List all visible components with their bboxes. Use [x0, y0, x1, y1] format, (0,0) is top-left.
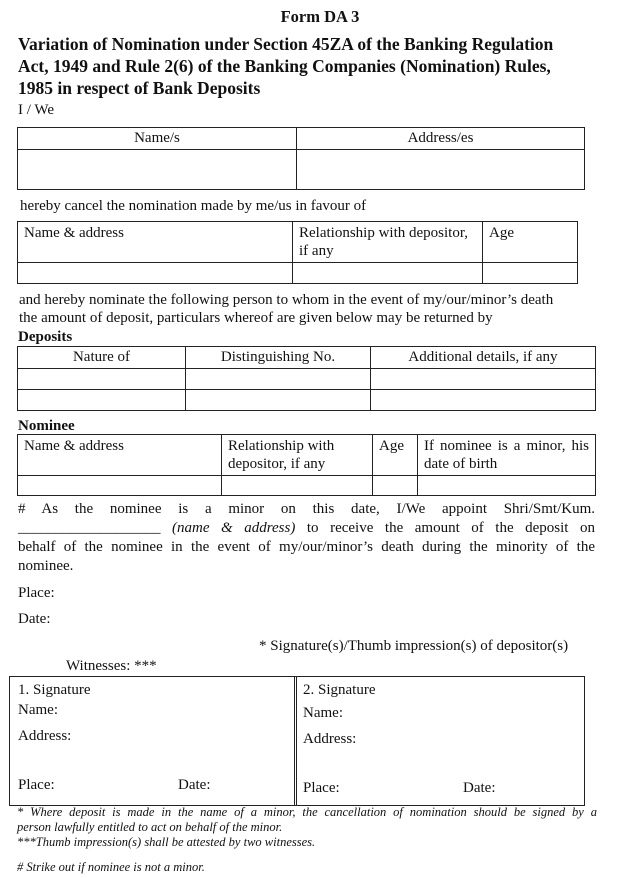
- cancel-nomination-table: [17, 221, 578, 284]
- minor-line: nominee.: [18, 558, 74, 574]
- witness-signature-label: 2. Signature: [303, 682, 376, 698]
- place-label: Place:: [18, 585, 55, 601]
- witness-place-label: Place:: [18, 777, 55, 793]
- nominee-label: Nominee: [18, 418, 75, 434]
- table-header: Distinguishing No.: [186, 347, 371, 369]
- table-header: Relationship with depositor, if any: [222, 435, 373, 476]
- name-address-hint: (name & address): [172, 520, 296, 536]
- i-we-label: I / We: [18, 102, 55, 118]
- table-header: If nominee is a minor, his date of birth: [418, 435, 596, 476]
- deposit-nature-field[interactable]: [18, 369, 186, 390]
- nominee-relationship-field[interactable]: [222, 476, 373, 496]
- witness-date-label: Date:: [463, 780, 496, 796]
- deposit-details-field[interactable]: [371, 369, 596, 390]
- nominate-text-line: and hereby nominate the following person to whom in the event of my/our/minor’s death: [19, 292, 554, 308]
- minor-line-rest: to receive the amount of the deposit on: [295, 520, 596, 536]
- minor-line: [18, 519, 595, 538]
- cancel-name-field[interactable]: [18, 263, 293, 284]
- witnesses-label: Witnesses: ***: [66, 658, 157, 674]
- table-header: Nature of: [18, 347, 186, 369]
- deposits-label: Deposits: [18, 329, 73, 345]
- table-header: Address/es: [297, 128, 585, 150]
- table-header: Name & address: [18, 435, 222, 476]
- date-label: Date:: [18, 611, 51, 627]
- deposit-details-field[interactable]: [371, 390, 596, 411]
- table-header: Additional details, if any: [371, 347, 596, 369]
- witness-place-label: Place:: [303, 780, 340, 796]
- form-heading: [18, 33, 553, 99]
- deposit-number-field[interactable]: [186, 369, 371, 390]
- address-field[interactable]: [297, 150, 585, 190]
- witness-address-label: Address:: [18, 728, 72, 744]
- depositor-signature-label: * Signature(s)/Thumb impression(s) of depositor(s): [259, 638, 569, 654]
- cancel-text: hereby cancel the nomination made by me/us in favour of: [20, 198, 367, 214]
- footnote: person lawfully entitled to act on behalf of the minor.: [17, 820, 283, 834]
- witness-name-label: Name:: [18, 702, 58, 718]
- deposits-table: [17, 346, 596, 411]
- minor-appointment-paragraph: [18, 500, 595, 576]
- table-header: Age: [373, 435, 418, 476]
- witness-name-label: Name:: [303, 705, 343, 721]
- nominate-text-line: the amount of deposit, particulars whereof are given below may be returned by: [19, 310, 493, 326]
- witness-2-box[interactable]: [294, 676, 585, 806]
- deposit-number-field[interactable]: [186, 390, 371, 411]
- witness-address-label: Address:: [303, 731, 357, 747]
- footnote: # Strike out if nominee is not a minor.: [17, 860, 205, 874]
- cancel-age-field[interactable]: [483, 263, 578, 284]
- table-header: Name & address: [18, 222, 293, 263]
- footnote: * Where deposit is made in the name of a minor, the cancellation of nomination should be signed by a: [17, 805, 597, 819]
- witness-signature-label: 1. Signature: [18, 682, 91, 698]
- table-header: Relationship with depositor, if any: [293, 222, 483, 263]
- nominee-dob-field[interactable]: [418, 476, 596, 496]
- form-title: Form DA 3: [280, 7, 360, 26]
- heading-line: 1985 in respect of Bank Deposits: [18, 78, 261, 98]
- witness-1-box[interactable]: [9, 676, 297, 806]
- footnote: ***Thumb impression(s) shall be attested by two witnesses.: [17, 835, 316, 849]
- depositor-table: [17, 127, 585, 190]
- appointee-blank[interactable]: ___________________: [18, 520, 161, 536]
- table-header: Name/s: [18, 128, 297, 150]
- nominee-age-field[interactable]: [373, 476, 418, 496]
- nominate-text: [19, 291, 553, 327]
- deposit-nature-field[interactable]: [18, 390, 186, 411]
- nominee-name-field[interactable]: [18, 476, 222, 496]
- minor-line: behalf of the nominee in the event of my/our/minor’s death during the minority of the: [18, 539, 595, 555]
- minor-line: # As the nominee is a minor on this date, I/We appoint Shri/Smt/Kum.: [18, 501, 595, 517]
- name-field[interactable]: [18, 150, 297, 190]
- table-header: Age: [483, 222, 578, 263]
- heading-line: Act, 1949 and Rule 2(6) of the Banking Companies (Nomination) Rules,: [18, 56, 551, 76]
- cancel-relationship-field[interactable]: [293, 263, 483, 284]
- footnotes: [17, 805, 597, 875]
- witness-date-label: Date:: [178, 777, 211, 793]
- nominee-table: [17, 434, 596, 496]
- heading-line: Variation of Nomination under Section 45ZA of the Banking Regulation: [18, 34, 554, 54]
